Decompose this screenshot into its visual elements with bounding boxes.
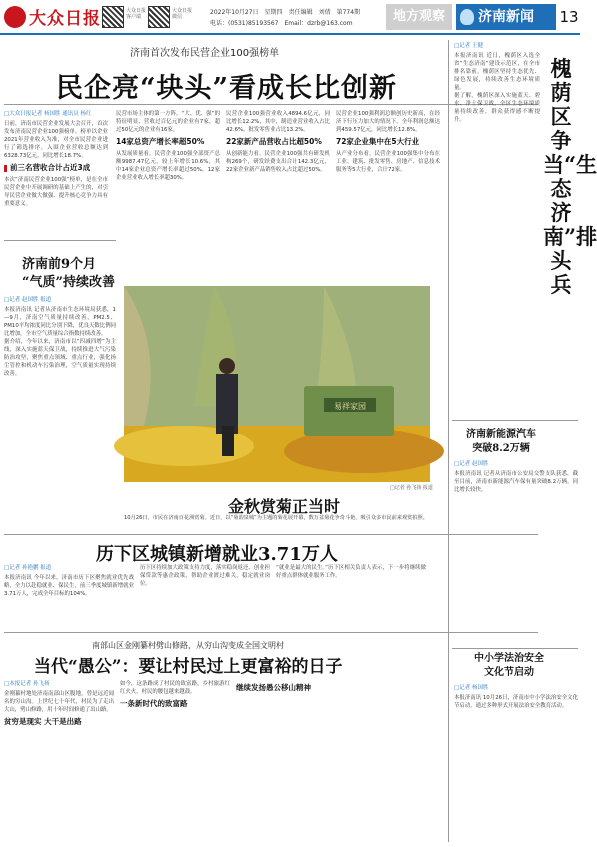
body-text: 民营企业100强营业收入4894.6亿元，同比增长12.2%，其中，制造业营业收入占比42.6%，批发零售业占比13.2%。: [226, 111, 330, 133]
column-divider: [448, 40, 449, 842]
story3-col-1: [4, 564, 134, 628]
body-text: 据介绍，今年以来，济南市以“四减四增”为主线，深入实施蓝天保卫战，持续推进大气污染防治攻坚，聚焦重点领域、重点行业，强化扬尘管控和机动车污染治理，空气质量实现持续改善。: [4, 339, 116, 377]
story3-headline: 历下区城镇新增就业3.71万人: [96, 544, 338, 565]
body-text: 如今，这条路成了村民的致富路，乡村旅游红红火火，村民的腰包越来越鼓。: [120, 681, 230, 695]
body-text: 本次“济南民营企业100强”榜单，是在全市民营企业中开展调研的基础上产生的，对引导民营企业做大做强、提升核心竞争力具有重要意义。: [4, 177, 108, 207]
section-title: 济南新闻: [456, 4, 556, 30]
byline: □记者 杨国胜: [454, 685, 489, 691]
header-rule: [0, 33, 580, 35]
body-text: 本报济南讯 记者从济南市生态环境局获悉，1—9月，济南空气质量持续改善，PM2.5、PM10平均浓度同比分别下降，优良天数比例同比增加，全市空气质量综合指数持续改善。: [4, 307, 116, 337]
newspaper-logo: 大众日报: [29, 9, 101, 29]
byline: □记者 赵国胜 报道: [4, 297, 52, 303]
story4-col-1: [4, 680, 114, 843]
body-text: 从创新能力看，民营企业100强共有研发机构269个，研发经费支出合计142.3亿元，22家企业新产品销售收入占比超过50%。: [226, 151, 330, 173]
photo-description: 10月26日，市民在济南百花洲赏菊。近日，以“菊韵泉城”为主题的菊花展开幕，数万盆菊花争奇斗艳，吸引众多市民前来观赏拍照。: [124, 515, 428, 521]
spring-fish-icon: [460, 9, 474, 25]
photo-title: 金秋赏菊正当时: [228, 497, 341, 516]
safety-story-headline: 中小学法治安全 文化节启动: [474, 653, 544, 678]
lead-headline: 民企亮“块头”看成长比创新: [56, 73, 398, 104]
byline: □记者 孙艳鹏 报道: [4, 565, 52, 571]
right-vertical-title: 槐荫区争当“生态济南”排头兵: [543, 56, 597, 297]
story4-kicker: 南部山区金刚纂村劈山修路，从穷山沟变成全国文明村: [92, 641, 284, 650]
safety-story-body: [454, 684, 578, 843]
subhead: 继续发扬愚公移山精神: [236, 683, 311, 692]
body-text: 金刚纂村地处济南南部山区腹地，曾是远近闻名的穷山沟。上世纪七十年代，村民为了走出大山，劈山修路，用十年时间修通了出山路。: [4, 691, 114, 713]
masthead: [0, 0, 580, 38]
body-text: 据了解，槐荫区深入实施蓝天、碧水、净土保卫战，全区生态环境质量持续改善，群众获得感不断提升。: [454, 93, 540, 123]
divider: [4, 240, 116, 241]
sign-text: 易祥家园: [334, 402, 366, 411]
subhead: 前三名营收合计占近3成: [4, 163, 108, 173]
section-label: 地方观察: [386, 4, 452, 30]
photo-illustration: [124, 286, 430, 482]
byline: □本报记者 孙飞扬: [4, 681, 50, 687]
body-text: 从产业分布看，民营企业100强集中分布在工业、建筑、批发零售、房地产、信息技术服务等5大行业，合计72家。: [336, 151, 440, 173]
body-text: 本报济南讯 记者从济南市公安局交警支队获悉，截至目前，济南市新能源汽车保有量突破8.2万辆，同比增长较快。: [454, 471, 578, 493]
body-text: 民营市场主体的第一方阵，“大、优、强”的特征明显，营收过百亿元的企业有7家，超过50亿元的企业有16家。: [116, 111, 220, 133]
body-text: 本报济南讯 近日，槐荫区入选全省“生态济南”建设示范区，在全市排名靠前。槐荫区坚持生态优先、绿色发展，持续改善生态环境质量。: [454, 53, 540, 91]
story4-col-3: [236, 680, 346, 843]
photo-credit: □记者 孙飞扬 报道: [390, 485, 433, 491]
qr-code-icon: [148, 6, 170, 28]
divider: [452, 648, 578, 649]
story3-col-3: [276, 564, 426, 628]
byline: □大众日报记者 杨国胜 通讯员 杨红: [4, 111, 92, 117]
byline: □记者 王健: [454, 43, 483, 49]
page-number: 13: [559, 8, 579, 26]
body-text: 从发展质量看，民营企业100强全部资产总额9987.47亿元，较上年增长10.6%，其中14家企业总资产增长率超过50%，12家企业营业收入增长率超30%。: [116, 151, 220, 181]
subhead: 14家总资产增长率超50%: [116, 137, 205, 146]
qr-label: 大众日报微信: [172, 8, 193, 20]
lead-kicker: 济南首次发布民营企业100强榜单: [130, 48, 280, 59]
body-text: 本报济南讯 今年以来，济南市历下区聚焦就业优先战略，全力以赴稳就业、保民生，前三季度城镇新增就业3.71万人，完成全年目标的104%。: [4, 575, 134, 597]
logo-icon: [4, 6, 26, 28]
contact-line: 电话：(0531)85193567 Email：dzrb@163.com: [210, 20, 353, 27]
chrysanthemum-photo: [124, 286, 430, 482]
byline: □记者 赵国胜: [454, 461, 489, 467]
story2-body: [4, 296, 116, 506]
subhead: 一条新时代的致富路: [120, 699, 188, 708]
subhead: 贫穷是现实 大干是出路: [4, 717, 82, 726]
qr-code-icon: [102, 6, 124, 28]
story4-headline: 当代“愚公”：要让村民过上更富裕的日子: [34, 657, 343, 677]
qr-label: 大众日报客户端: [126, 8, 147, 20]
ev-story-headline: 济南新能源汽车 突破8.2万辆: [466, 429, 536, 454]
ev-story-body: [454, 460, 578, 640]
story2-headline: 济南前9个月 “气质”持续改善: [22, 257, 115, 290]
body-text: “就业是最大的民生。”历下区相关负责人表示，下一步将继续做好重点群体就业服务工作。: [276, 565, 426, 579]
subhead: 72家企业集中在5大行业: [336, 137, 420, 146]
story4-col-2: [120, 680, 230, 843]
lead-col-2: [116, 110, 220, 280]
story3-col-2: [140, 564, 270, 628]
body-text: 历下区持续加大政策支持力度，落实稳岗返还、创业担保贷款等惠企政策，帮助企业渡过难关，稳定就业岗位。: [140, 565, 270, 587]
lead-col-1: [4, 110, 108, 238]
subhead: 22家新产品营收占比超50%: [226, 137, 322, 146]
right-story-body: [454, 42, 540, 272]
body-text: 本报济南讯 10月26日，济南市中小学法治安全文化节启动，通过多种形式开展法治安全教育活动。: [454, 695, 578, 709]
body-text: 日前，济南市民营企业发展大会召开，首次发布济南民营企业100强榜单。榜单以企业2021年营业收入为准，对全市民营企业进行了筛选排序，入围企业营收总额达到6328.73亿元，同比增长18.7%。: [4, 121, 108, 159]
lead-col-3: [226, 110, 330, 280]
date-line: 2022年10月27日 星期四 责任编辑 刘倩 第774期: [210, 9, 361, 16]
divider: [452, 420, 578, 421]
body-text: 民营企业100强利润总额创历史新高，在经济下行压力加大的情况下，全年利润总额达到459.57亿元，同比增长12.8%。: [336, 111, 440, 133]
lead-col-4: [336, 110, 440, 280]
